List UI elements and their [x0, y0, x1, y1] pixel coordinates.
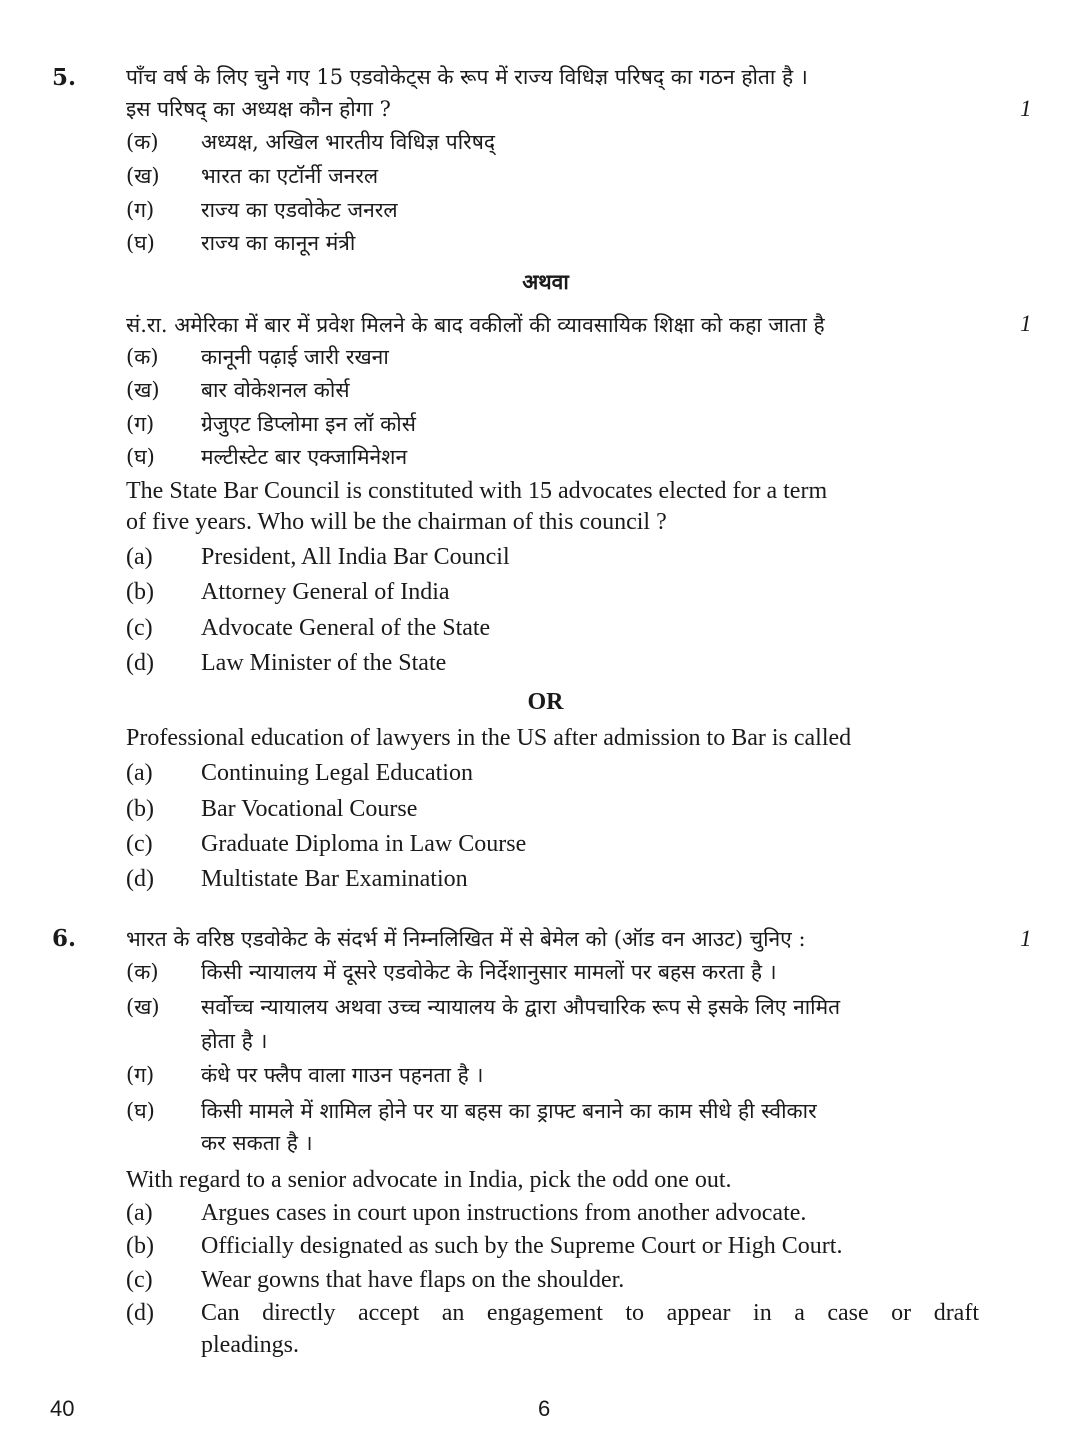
q5-en-alt-option-label: (d): [126, 866, 154, 892]
q5-english-or: OR: [527, 689, 564, 715]
q5-english-stem-line-1: The State Bar Council is constituted with 15 advocates elected for a term: [126, 478, 828, 504]
q6-hi-option-label: (क): [126, 960, 159, 984]
q6-en-option-label: (a): [126, 1200, 153, 1226]
q5-hi-alt-option-text: मल्टीस्टेट बार एक्जामिनेशन: [201, 445, 408, 469]
q5-hi-option-text: भारत का एटॉर्नी जनरल: [201, 164, 379, 188]
q5-hi-alt-option-label: (ग): [126, 412, 155, 436]
q6-en-option-label: (b): [126, 1233, 154, 1259]
q5-en-alt-option-label: (b): [126, 796, 154, 822]
q6-hi-option-text: होता है ।: [201, 1029, 268, 1053]
q6-hi-option-label: (ख): [126, 995, 160, 1019]
q6-hi-option-text: सर्वोच्च न्यायालय अथवा उच्च न्यायालय के द्वारा औपचारिक रूप से इसके लिए नामित: [201, 995, 841, 1019]
q5-hi-alt-option-text: कानूनी पढ़ाई जारी रखना: [201, 345, 389, 369]
q5-hi-option-text: राज्य का एडवोकेट जनरल: [201, 198, 398, 222]
q6-hi-option-label: (ग): [126, 1063, 155, 1087]
q5-en-option-label: (b): [126, 579, 154, 605]
q5-hi-alt-option-text: बार वोकेशनल कोर्स: [201, 378, 350, 402]
q5-en-option-text: Attorney General of India: [201, 579, 450, 605]
q5-en-option-text: Advocate General of the State: [201, 615, 491, 641]
q5-en-option-text: President, All India Bar Council: [201, 544, 510, 570]
q5-hi-alt-option-label: (ख): [126, 378, 160, 402]
question-number-5: 5.: [52, 64, 77, 91]
q5-en-option-label: (c): [126, 615, 153, 641]
q5-hindi-alt-stem: सं.रा. अमेरिका में बार में प्रवेश मिलने के बाद वकीलों की व्यावसायिक शिक्षा को कहा जाता है: [126, 313, 825, 337]
q6-hindi-stem: भारत के वरिष्ठ एडवोकेट के संदर्भ में निम्नलिखित में से बेमेल को (ऑड वन आउट) चुनिए :: [126, 927, 806, 951]
q5-en-option-text: Law Minister of the State: [201, 650, 447, 676]
q5-en-alt-option-text: Graduate Diploma in Law Course: [201, 831, 527, 857]
q5-hi-option-label: (क): [126, 130, 159, 154]
q5-hi-option-label: (ख): [126, 164, 160, 188]
question-number-6: 6.: [52, 925, 77, 952]
q5-hi-alt-option-text: ग्रेजुएट डिप्लोमा इन लॉ कोर्स: [201, 412, 416, 436]
q5-en-alt-option-text: Multistate Bar Examination: [201, 866, 468, 892]
footer-page-number: 6: [538, 1396, 551, 1421]
q5-hindi-or: अथवा: [522, 269, 569, 294]
q5-alt-marks: 1: [1020, 311, 1032, 336]
q5-en-alt-option-text: Continuing Legal Education: [201, 760, 473, 786]
q5-en-alt-option-label: (c): [126, 831, 153, 857]
q5-en-alt-option-label: (a): [126, 760, 153, 786]
q6-en-option-text: Argues cases in court upon instructions from another advocate.: [201, 1200, 807, 1226]
q5-hi-option-label: (घ): [126, 231, 155, 255]
q6-hi-option-text: कर सकता है ।: [201, 1131, 313, 1155]
q5-english-stem-line-2: of five years. Who will be the chairman of this council ?: [126, 509, 667, 535]
q5-marks: 1: [1020, 96, 1032, 121]
footer-paper-code: 40: [50, 1396, 75, 1421]
q5-en-option-label: (d): [126, 650, 154, 676]
q6-marks: 1: [1020, 926, 1032, 951]
q6-en-option-label: (c): [126, 1267, 153, 1293]
q5-hindi-stem-line-1: पाँच वर्ष के लिए चुने गए 15 एडवोकेट्स के रूप में राज्य विधिज्ञ परिषद् का गठन होता है ।: [126, 65, 808, 89]
q5-en-option-label: (a): [126, 544, 153, 570]
q6-hi-option-text: किसी मामले में शामिल होने पर या बहस का ड्राफ्ट बनाने का काम सीधे ही स्वीकार: [201, 1099, 817, 1123]
q5-hi-alt-option-label: (घ): [126, 445, 155, 469]
q6-hi-option-label: (घ): [126, 1099, 155, 1123]
q5-hi-option-text: अध्यक्ष, अखिल भारतीय विधिज्ञ परिषद्: [201, 130, 496, 154]
q6-en-option-text: Wear gowns that have flaps on the shoulder.: [201, 1267, 625, 1293]
q6-en-option-text: pleadings.: [201, 1332, 299, 1358]
q6-english-stem: With regard to a senior advocate in India, pick the odd one out.: [126, 1167, 732, 1193]
q5-en-alt-option-text: Bar Vocational Course: [201, 796, 418, 822]
q5-hi-option-text: राज्य का कानून मंत्री: [201, 231, 356, 255]
q5-english-alt-stem: Professional education of lawyers in the US after admission to Bar is called: [126, 725, 852, 751]
q5-hi-option-label: (ग): [126, 198, 155, 222]
q5-hi-alt-option-label: (क): [126, 345, 159, 369]
q6-en-option-text: Officially designated as such by the Supreme Court or High Court.: [201, 1233, 843, 1259]
q5-hindi-stem-line-2: इस परिषद् का अध्यक्ष कौन होगा ?: [126, 97, 391, 121]
q6-en-option-label: (d): [126, 1300, 154, 1326]
q6-en-option-text: Can directly accept an engagement to appear in a case or draft: [201, 1300, 979, 1326]
q6-hi-option-text: कंधे पर फ्लैप वाला गाउन पहनता है ।: [201, 1063, 484, 1087]
q6-hi-option-text: किसी न्यायालय में दूसरे एडवोकेट के निर्देशानुसार मामलों पर बहस करता है ।: [201, 960, 777, 984]
